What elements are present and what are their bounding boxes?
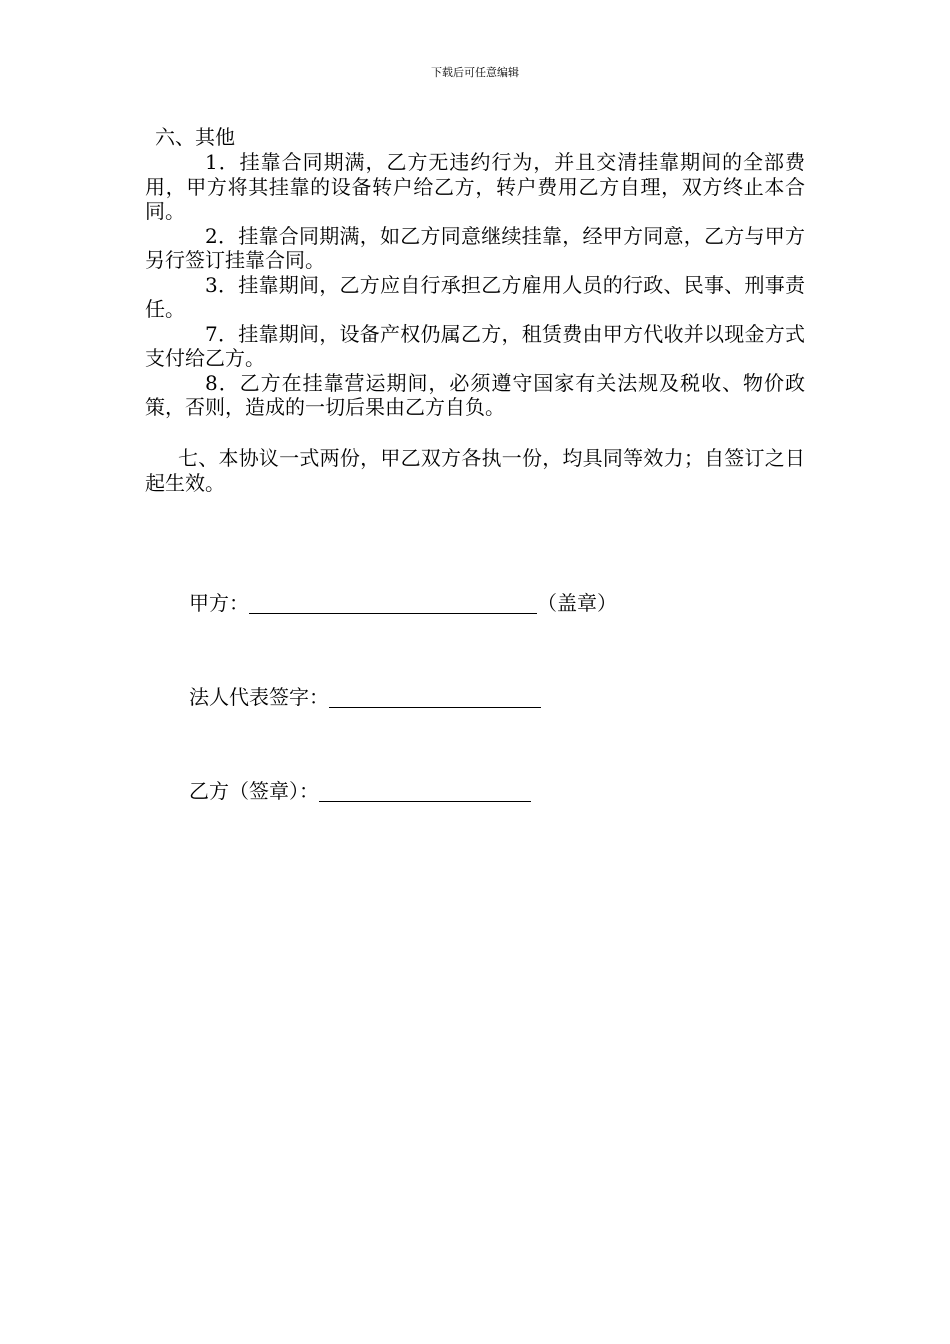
section-7-clause: 七、本协议一式两份，甲乙双方各执一份，均具同等效力；自签订之日起生效。 <box>145 446 805 495</box>
party-a-signature-row <box>189 590 617 616</box>
legal-rep-label: 法人代表签字： <box>189 685 329 709</box>
party-b-signature-row <box>189 778 531 804</box>
section-6-title: 六、其他 <box>155 125 235 149</box>
party-a-signature-line[interactable] <box>249 593 537 614</box>
legal-rep-signature-line[interactable] <box>329 687 541 708</box>
header-note: 下载后可任意编辑 <box>431 66 519 79</box>
clause-item-8: 8．乙方在挂靠营运期间，必须遵守国家有关法规及税收、物价政策，否则，造成的一切后果由乙方自负。 <box>145 370 805 419</box>
party-a-seal-note: （盖章） <box>537 591 617 615</box>
section-6-items <box>145 150 805 420</box>
clause-item-2: 2．挂靠合同期满，如乙方同意继续挂靠，经甲方同意，乙方与甲方另行签订挂靠合同。 <box>145 223 805 272</box>
party-b-label: 乙方（签章）： <box>189 779 319 803</box>
party-b-signature-line[interactable] <box>319 781 531 802</box>
clause-item-3: 3．挂靠期间，乙方应自行承担乙方雇用人员的行政、民事、刑事责任。 <box>145 272 805 321</box>
clause-item-7: 7．挂靠期间，设备产权仍属乙方，租赁费由甲方代收并以现金方式支付给乙方。 <box>145 321 805 370</box>
party-a-label: 甲方： <box>189 591 249 615</box>
legal-rep-signature-row <box>189 684 541 710</box>
clause-item-1: 1．挂靠合同期满，乙方无违约行为，并且交清挂靠期间的全部费用，甲方将其挂靠的设备转户给乙方，转户费用乙方自理，双方终止本合同。 <box>145 150 805 223</box>
